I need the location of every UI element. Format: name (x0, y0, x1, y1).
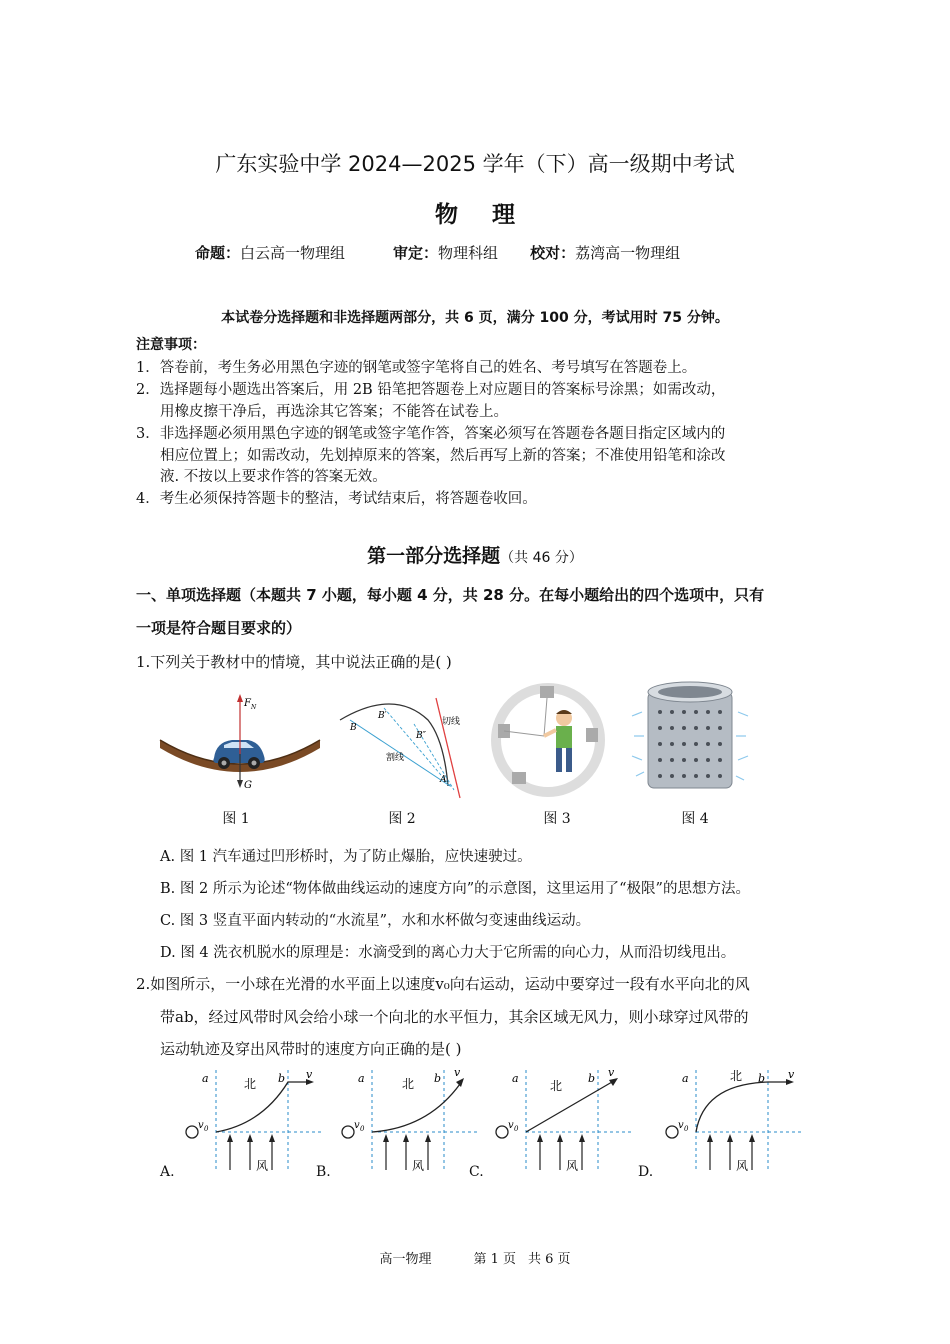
label-a: a (202, 1072, 209, 1085)
label-v: v (788, 1068, 795, 1081)
q2-figure-b (338, 1066, 478, 1176)
label-v0: v (508, 1120, 514, 1131)
credit-label-2: 审定： (393, 244, 439, 262)
fig1-g-label: G (244, 780, 252, 791)
q1-option-b: B. 图 2 所示为论述“物体做曲线运动的速度方向”的示意图，这里运用了“极限”的思想方法。 (160, 881, 750, 897)
notice-line-6: 液. 不按以上要求作答的答案无效。 (160, 469, 387, 485)
drum-body (648, 692, 732, 788)
q1-option-c: C. 图 3 竖直平面内转动的“水流星”，水和水杯做匀变速曲线运动。 (160, 913, 591, 929)
credit-value-2: 物理科组 (438, 244, 499, 262)
caption-fig3: 图 3 (543, 811, 571, 827)
cup-right (586, 728, 598, 742)
label-v: v (454, 1066, 461, 1079)
label-b: b (434, 1072, 442, 1085)
part1-title (0, 541, 950, 568)
footer-subject: 高一物理 (379, 1252, 432, 1267)
label-wind: 风 (256, 1159, 269, 1173)
q2-figure-a (182, 1066, 322, 1176)
label-v: v (306, 1068, 313, 1081)
cup-top (540, 686, 554, 698)
q2-option-label-c: C. (469, 1164, 484, 1180)
label-a: a (512, 1072, 519, 1085)
label-north: 北 (244, 1077, 257, 1091)
label-wind: 风 (412, 1159, 425, 1173)
fig2-a: A (440, 775, 447, 785)
q2-option-label-b: B. (316, 1164, 331, 1180)
label-north: 北 (402, 1077, 415, 1091)
fig2-tangent-label: 切线 (442, 717, 461, 727)
notice-line-5: 相应位置上；如需改动，先划掉原来的答案，然后再写上新的答案；不准使用铅笔和涂改 (160, 448, 726, 464)
q1-figure-3 (492, 684, 604, 796)
fig2-b2: B″ (416, 731, 426, 741)
ball-icon (496, 1126, 508, 1138)
q2-figure-c (492, 1066, 632, 1176)
label-north: 北 (550, 1079, 563, 1093)
label-north: 北 (730, 1069, 743, 1083)
label-v0: v (198, 1120, 204, 1131)
q2-stem-line-2: 带ab，经过风带时风会给小球一个向北的水平恒力，其余区域无风力，则小球穿过风带的 (160, 1008, 749, 1026)
label-wind: 风 (566, 1159, 579, 1173)
exam-title: 广东实验中学 2024—2025 学年（下）高一级期中考试 (215, 152, 735, 176)
q2-stem-line-1: 2.如图所示，一小球在光滑的水平面上以速度v₀向右运动，运动中要穿过一段有水平向北的风 (136, 975, 750, 993)
subject-title: 物理 (435, 202, 549, 228)
label-v0-sub: 0 (514, 1125, 519, 1133)
fig1-fn-sub: N (251, 704, 257, 711)
q1-stem: 1.下列关于教材中的情境，其中说法正确的是( ) (136, 653, 452, 671)
label-wind: 风 (736, 1159, 749, 1173)
caption-fig4: 图 4 (681, 811, 709, 827)
caption-fig1: 图 1 (222, 811, 250, 827)
q2-stem-line-3: 运动轨迹及穿出风带时的速度方向正确的是( ) (160, 1040, 462, 1058)
credit-value-3: 荔湾高一物理组 (575, 244, 681, 262)
q2-option-label-d: D. (638, 1164, 654, 1180)
q1-option-d: D. 图 4 洗衣机脱水的原理是：水滴受到的离心力大于它所需的向心力，从而沿切线甩出。 (160, 945, 736, 961)
label-b: b (588, 1072, 596, 1085)
ball-icon (666, 1126, 678, 1138)
trajectory-path (216, 1082, 308, 1132)
fig2-secant-label: 割线 (386, 753, 405, 763)
q1-figure-1 (158, 690, 323, 800)
notice-line-1: 1．答卷前，考生务必用黑色字迹的钢笔或签字笔将自己的姓名、考号填写在答题卷上。 (136, 360, 697, 376)
credit-value-1: 白云高一物理组 (240, 244, 346, 262)
label-v0-sub: 0 (204, 1125, 209, 1133)
notice-line-2: 2．选择题每小题选出答案后，用 2B 铅笔把答题卷上对应题目的答案标号涂黑；如需改动， (136, 382, 726, 398)
page-footer (0, 1248, 950, 1267)
credit-label-1: 命题： (195, 244, 241, 262)
ball-icon (186, 1126, 198, 1138)
cup-bottom (512, 772, 526, 784)
part1-title-text: 第一部分选择题 (367, 545, 501, 567)
notice-line-7: 4．考生必须保持答题卡的整洁，考试结束后，将答题卷收回。 (136, 491, 537, 507)
part1-points: （共 46 分） (500, 550, 583, 566)
trajectory-path (526, 1082, 612, 1132)
q2-figure-d (662, 1066, 802, 1176)
q1-figure-2 (336, 690, 476, 800)
label-v: v (608, 1066, 615, 1079)
section-heading-line-2: 一项是符合题目要求的） (136, 619, 302, 637)
caption-fig2: 图 2 (388, 811, 416, 827)
credit-label-3: 校对： (530, 244, 576, 262)
exam-summary: 本试卷分选择题和非选择题两部分，共 6 页，满分 100 分，考试用时 75 分钟。 (221, 310, 729, 326)
label-b: b (758, 1072, 766, 1085)
fig2-b: B (350, 723, 357, 733)
notice-heading: 注意事项： (136, 337, 206, 353)
label-v0-sub: 0 (684, 1125, 689, 1133)
section-heading-line-1: 一、单项选择题（本题共 7 小题，每小题 4 分，共 28 分。在每小题给出的四个选项中，只有 (136, 586, 765, 604)
fig2-b1: B′ (378, 711, 387, 721)
q1-option-a: A. 图 1 汽车通过凹形桥时，为了防止爆胎，应快速驶过。 (160, 849, 532, 865)
q2-option-label-a: A. (160, 1164, 175, 1180)
label-v0: v (678, 1120, 684, 1131)
label-v0: v (354, 1120, 360, 1131)
footer-page: 第 1 页 (473, 1252, 516, 1267)
label-a: a (358, 1072, 365, 1085)
ball-icon (342, 1126, 354, 1138)
trajectory-path (372, 1084, 460, 1132)
label-v0-sub: 0 (360, 1125, 365, 1133)
q1-figure-4 (630, 676, 750, 798)
fig1-fn-label: F (244, 698, 251, 709)
footer-total: 共 6 页 (528, 1252, 571, 1267)
trajectory-path (696, 1082, 788, 1132)
credits-line (195, 242, 680, 263)
notice-line-4: 3．非选择题必须用黑色字迹的钢笔或签字笔作答，答案必须写在答题卷各题目指定区域内的 (136, 426, 726, 442)
label-a: a (682, 1072, 689, 1085)
label-b: b (278, 1072, 286, 1085)
notice-line-3: 用橡皮擦干净后，再选涂其它答案；不能答在试卷上。 (160, 404, 508, 420)
